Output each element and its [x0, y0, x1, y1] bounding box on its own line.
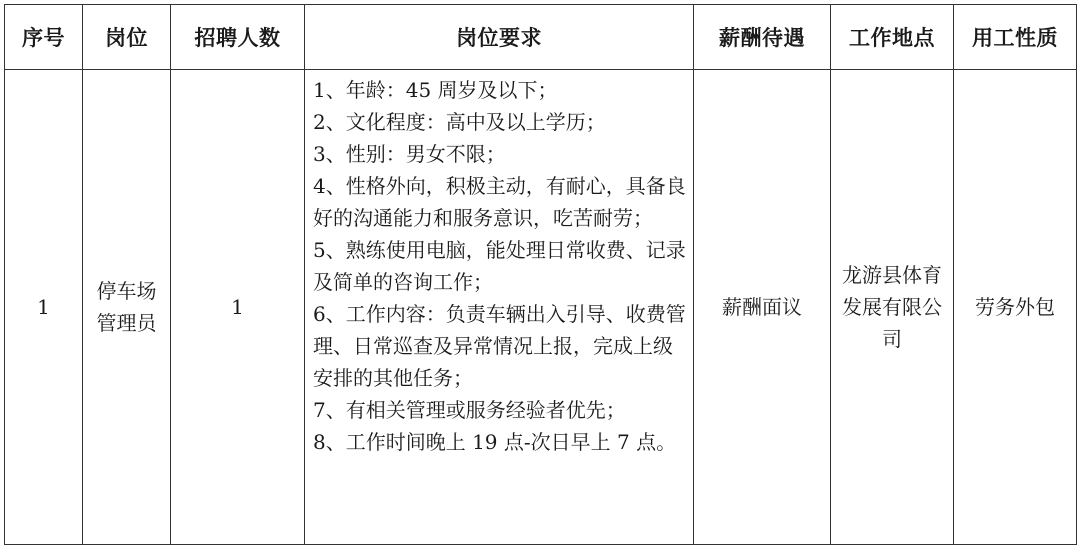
table-row	[5, 70, 1077, 545]
position-text: 停车场管理员	[96, 279, 157, 335]
header-position: 岗位	[83, 5, 171, 70]
requirement-item: 3、性别：男女不限；	[313, 142, 506, 166]
cell-position	[83, 70, 171, 545]
location-text: 龙游县体育发展有限公司	[842, 263, 942, 351]
requirement-item: 8、工作时间晚上 19 点-次日早上 7 点。	[313, 430, 677, 454]
header-seq: 序号	[5, 5, 83, 70]
cell-seq: 1	[5, 70, 83, 545]
header-count: 招聘人数	[171, 5, 305, 70]
requirement-item: 1、年龄：45 周岁及以下；	[313, 78, 558, 102]
cell-employment-type: 劳务外包	[954, 70, 1077, 545]
requirement-item: 5、熟练使用电脑，能处理日常收费、记录及简单的咨询工作；	[313, 238, 686, 294]
header-salary: 薪酬待遇	[694, 5, 831, 70]
requirement-item: 6、工作内容：负责车辆出入引导、收费管理、日常巡查及异常情况上报，完成上级安排的其他任务；	[313, 302, 686, 390]
cell-count: 1	[171, 70, 305, 545]
header-employment-type: 用工性质	[954, 5, 1077, 70]
cell-salary: 薪酬面议	[694, 70, 831, 545]
requirement-item: 2、文化程度：高中及以上学历；	[313, 110, 606, 134]
requirement-item: 7、有相关管理或服务经验者优先；	[313, 398, 626, 422]
cell-location	[831, 70, 954, 545]
header-location: 工作地点	[831, 5, 954, 70]
cell-requirements	[305, 70, 694, 545]
header-requirements: 岗位要求	[305, 5, 694, 70]
header-row	[5, 5, 1077, 70]
requirement-item: 4、性格外向，积极主动，有耐心，具备良好的沟通能力和服务意识，吃苦耐劳；	[313, 174, 686, 230]
recruitment-table	[4, 4, 1077, 545]
